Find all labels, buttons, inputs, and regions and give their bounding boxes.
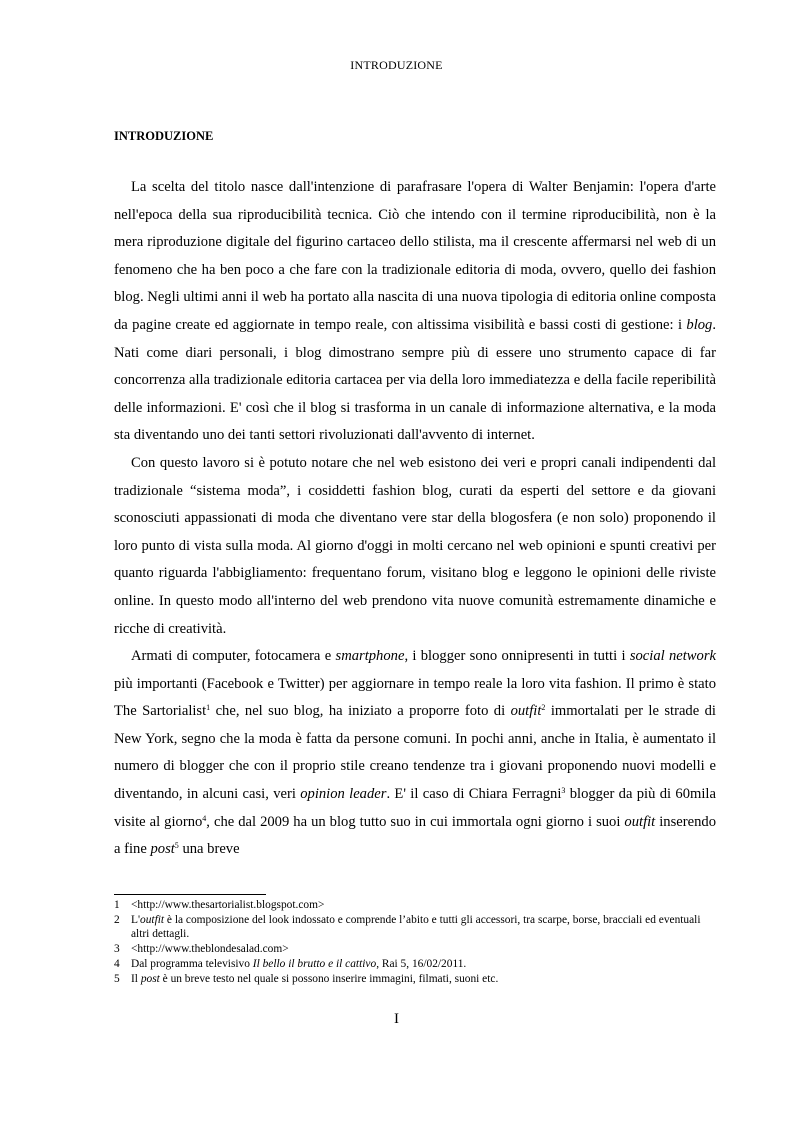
text-run: più importanti (Facebook e Twitter) per aggiornare in tempo reale la loro vita fashion. Il primo è stato The Sartorialist [114,675,716,720]
footnote [114,957,716,972]
footnote [114,913,716,942]
paragraph [114,174,716,450]
text-run: blogger da più di 60mila visite al giorno [114,786,716,830]
footnote-number: 1 [114,899,120,911]
footnote-text [131,972,716,987]
text-run: una breve [178,841,240,858]
footnote [114,898,716,913]
footnote-ref: 3 [561,786,566,796]
italic-text: post [150,841,175,858]
footnote-text [131,913,716,942]
paragraph [114,450,716,643]
footnote-ref: 5 [174,841,179,851]
text-run: , che dal 2009 ha un blog tutto suo in cui immortala ogni giorno i suoi [206,813,625,830]
text-run: inserendo a fine [114,813,716,858]
text-run: L' [131,913,141,926]
text-run: è un breve testo nel quale si possono inserire immagini, filmati, suoni etc. [159,972,499,985]
italic-text: blog [686,316,713,333]
italic-text: social network [629,648,716,665]
text-run: , i blogger sono onnipresenti in tutti i [404,648,630,665]
text-run: <http://www.theblondesalad.com> [131,943,289,956]
text-run: Dal programma televisivo [131,957,253,970]
text-run: . Nati come diari personali, i blog dimostrano sempre più di essere uno strumento capace di far concorrenza alla tradizionale editoria cartacea per via della loro immediatezza e della facile reperibilità delle informazioni. E' così che il blog si trasforma in un canale di informazione alternativa, e la moda sta diventando uno dei tanti settori rivoluzionati dall'avvento di internet. [114,316,716,444]
text-run: che, nel suo blog, ha iniziato a proporre foto di [210,703,511,720]
footnote-ref: 2 [541,703,546,713]
italic-text: outfit [140,913,165,926]
footnote-ref: 1 [206,703,211,713]
running-header: INTRODUZIONE [350,58,443,72]
body-text [114,174,716,864]
paragraph [114,643,716,864]
text-run: . E' il caso di Chiara Ferragni [386,786,562,803]
text-run: Armati di computer, fotocamera e [131,648,336,665]
footnote-text [131,957,716,972]
footnote [114,972,716,987]
italic-text: opinion leader [300,786,387,803]
footnote-text [131,898,716,913]
footnote [114,942,716,957]
text-run: La scelta del titolo nasce dall'intenzione di parafrasare l'opera di Walter Benjamin: l'opera d'arte nell'epoca della sua riproducibilità tecnica. Ciò che intendo con il termine riproducibilità, non è la mera riproduzione digitale del figurino cartaceo dello stilista, ma il crescente affermarsi nel web di un fenomeno che ha ben poco a che fare con la tradizionale editoria di moda, ovvero, quello dei fashion blog. Negli ultimi anni il web ha portato alla nascita di una nuova tipologia di editoria online composta da pagine create ed aggiornate in tempo reale, con altissima visibilità e bassi costi di gestione: i [114,179,716,333]
footnote-number: 3 [114,943,120,956]
page-number: I [394,1011,399,1027]
text-run: Il [131,972,141,985]
text-run: è la composizione del look indossato e comprende l’abito e tutti gli accessori, tra scarpe, borse, bracciali ed eventuali altri dettagli. [131,913,701,941]
italic-text: Il bello il brutto e il cattivo [252,957,377,970]
section-title: INTRODUZIONE [114,129,214,143]
footnote-separator [114,894,266,895]
footnote-number: 5 [114,972,120,985]
text-run: <http://www.thesartorialist.blogspot.com> [131,899,325,911]
footnotes [114,898,716,986]
footnote-text [131,942,716,957]
text-run: immortalati per le strade di New York, segno che la moda è fatta da persone comuni. In pochi anni, anche in Italia, è aumentato il numero di blogger che con il proprio stile creano tendenze tra i giovani proponendo nuovi modelli e diventando, in alcuni casi, veri [114,703,716,803]
text-run: , Rai 5, 16/02/2011. [376,957,467,970]
footnote-number: 2 [114,913,120,926]
footnote-ref: 4 [202,813,207,823]
italic-text: post [140,972,160,985]
italic-text: outfit [624,813,656,830]
italic-text: smartphone [335,648,405,665]
text-run: Con questo lavoro si è potuto notare che nel web esistono dei veri e propri canali indipendenti dal tradizionale “sistema moda”, i cosiddetti fashion blog, curati da esperti del settore e da giovani sconosciuti appassionati di moda che diventano vere star della blogosfera (e non solo) proponendo il loro punto di vista sulla moda. Al giorno d'oggi in molti cercano nel web opinioni e spunti creativi per quanto riguarda l'abbigliamento: frequentano forum, visitano blog e leggono le opinioni delle riviste online. In questo modo all'interno del web prendono vita nuove comunità estremamente dinamiche e ricche di creatività. [114,454,716,637]
footnote-number: 4 [114,957,120,970]
italic-text: outfit [510,703,542,720]
